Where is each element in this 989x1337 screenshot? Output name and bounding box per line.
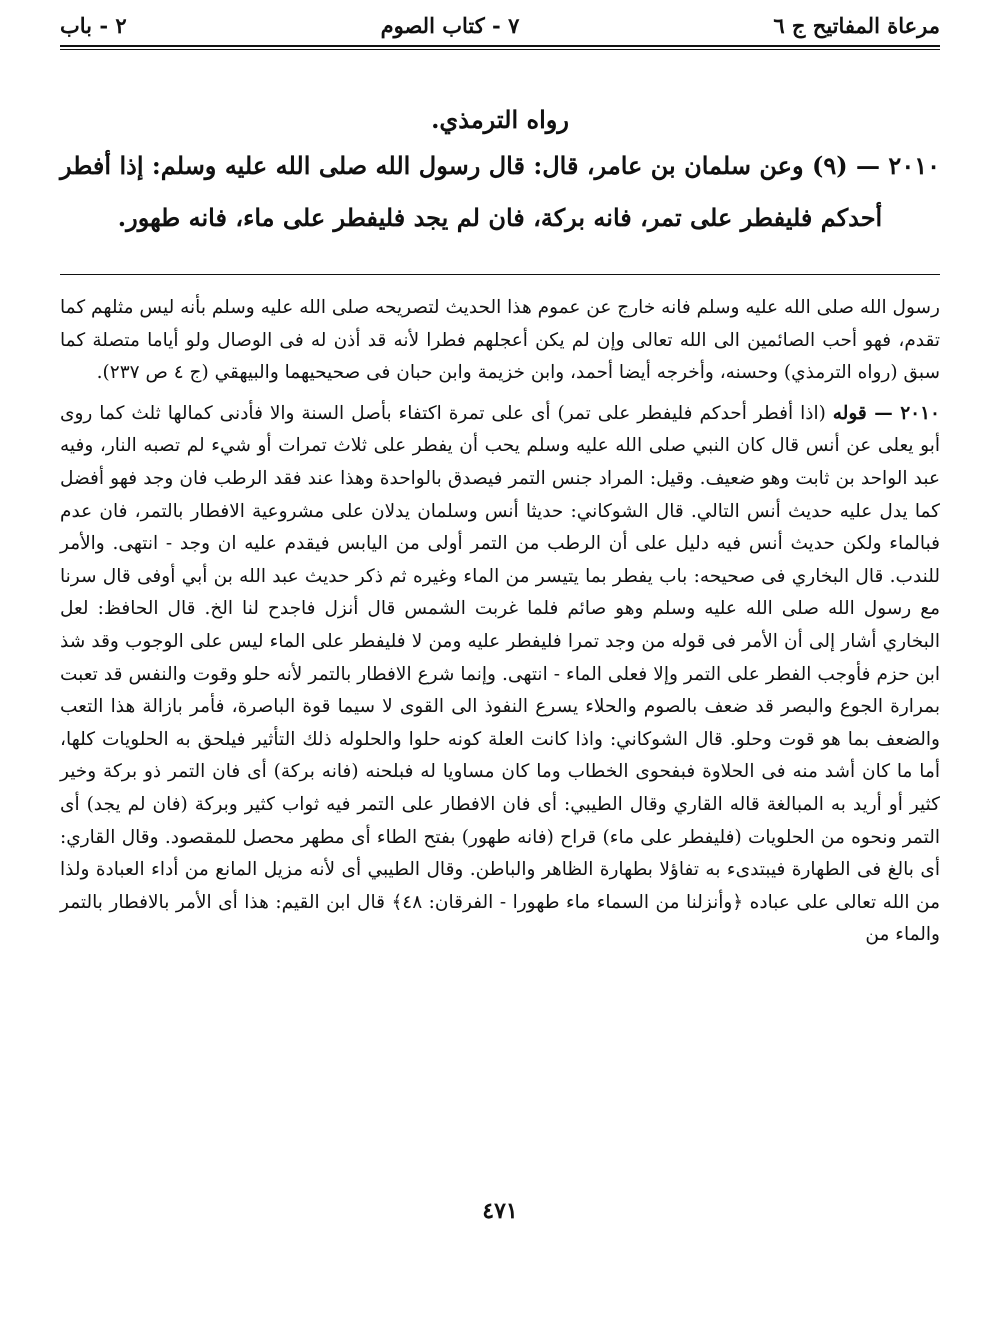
header-chapter-title: ٧ - كتاب الصوم (380, 12, 520, 38)
header-section: ٢ - باب (60, 12, 127, 38)
commentary-paragraph: رسول الله صلى الله عليه وسلم فانه خارج عن عموم هذا الحديث لتصريحه صلى الله عليه وسلم بأنه ليس مثلهم كما تقدم، فهو أحب الصائمين الى الله تعالى وإن لم يكن أعجلهم فطرا لأنه قد أذن له فى الوصال ولو أياما متصلة كما سبق (رواه الترمذي) وحسنه، وأخرجه أيضا أحمد، وابن خزيمة وابن حبان فى صحيحيهما والبيهقي (ج ٤ ص ٢٣٧). (60, 297, 940, 384)
narration-source: رواه الترمذي. (431, 105, 569, 134)
commentary-paragraph (60, 398, 940, 952)
header-divider (60, 45, 940, 47)
page-number: ٤٧١ (482, 1198, 518, 1224)
header-book-title: مرعاة المفاتيح ج ٦ (773, 12, 940, 38)
commentary-block (60, 292, 940, 952)
header-divider-thin (60, 49, 940, 50)
hadith-text: ٢٠١٠ — (٩) وعن سلمان بن عامر، قال: قال رسول الله صلى الله عليه وسلم: إذا أفطر أحدكم فليفطر على تمر، فانه بركة، فان لم يجد فليفطر على ماء، فانه طهور. (60, 151, 940, 232)
commentary-text: (اذا أفطر أحدكم فليفطر على تمر) أى على تمرة اكتفاء بأصل السنة والا فأدنى كمالها ثلث كما روى أبو يعلى عن أنس قال كان النبي صلى الله عليه وسلم يحب أن يفطر على ثلاث تمرات أو شيء لم تصبه النار، وفيه عبد الواحد بن ثابت وهو ضعيف. وقيل: المراد جنس التمر فيصدق بالواحدة وهذا عند فقد الرطب فان وجد فهو أفضل كما يدل عليه حديث أنس التالي. قال الشوكاني: حديثا أنس وسلمان يدلان على مشروعية الافطار بالتمر، فان عدم فبالماء ولكن حديث أنس فيه دليل على أن الرطب من التمر أولى من اليابس فيقدم عليه ان وجد - انتهى. والأمر للندب. قال البخاري فى صحيحه: باب يفطر بما يتيسر من الماء وغيره ثم ذكر حديث عبد الله بن أبي أوفى قال سرنا مع رسول الله صلى الله عليه وسلم وهو صائم فلما غربت الشمس قال أنزل فاجدح لنا الخ. قال الحافظ: لعل البخاري أشار إلى أن الأمر فى قوله من وجد تمرا فليفطر عليه ومن لا فليفطر على الماء ليس على الوجوب وقد شذ ابن حزم فأوجب الفطر على التمر وإلا فعلى الماء - انتهى. وإنما شرع الافطار بالتمر لأنه حلو وقوت والنفس قد تعبت بمرارة الجوع والبصر قد ضعف بالصوم والحلاء يسرع النفوذ الى القوى لا سيما قوة الباصرة، فأمر بازالة هذا التعب والضعف بما هو قوت وحلو. قال الشوكاني: واذا كانت العلة كونه حلوا والحلوله ذلك التأثير فيلحق به الحلويات كلها، أما ما كان أشد منه فى الحلاوة فبفحوى الخطاب وما كان مساويا له فبلحنه (فانه بركة) أى فان التمر ذو بركة وخير كثير أو أريد به المبالغة قاله القاري وقال الطيبي: أى فان الافطار على التمر فيه ثواب كثير وبركة (فان لم يجد) أى التمر ونحوه من الحلويات (فليفطر على ماء) قراح (فانه طهور) بفتح الطاء أى مطهر محصل للمقصود. وقال القاري: أى بالغ فى الطهارة فيبتدىء به تفاؤلا بطهارة الظاهر والباطن. وقال الطيبي أى لأنه مزيل المانع من أداء العبادة ولذا من الله تعالى على عباده ﴿وأنزلنا من السماء ماء طهورا - الفرقان: ٤٨﴾ قال ابن القيم: هذا أى الأمر بالافطار بالتمر والماء من (60, 402, 941, 946)
running-header (60, 10, 940, 40)
main-text-block (60, 100, 940, 244)
document-page (60, 10, 940, 1320)
commentary-label: ٢٠١٠ — قوله (832, 402, 940, 424)
footnote-separator (60, 274, 940, 275)
